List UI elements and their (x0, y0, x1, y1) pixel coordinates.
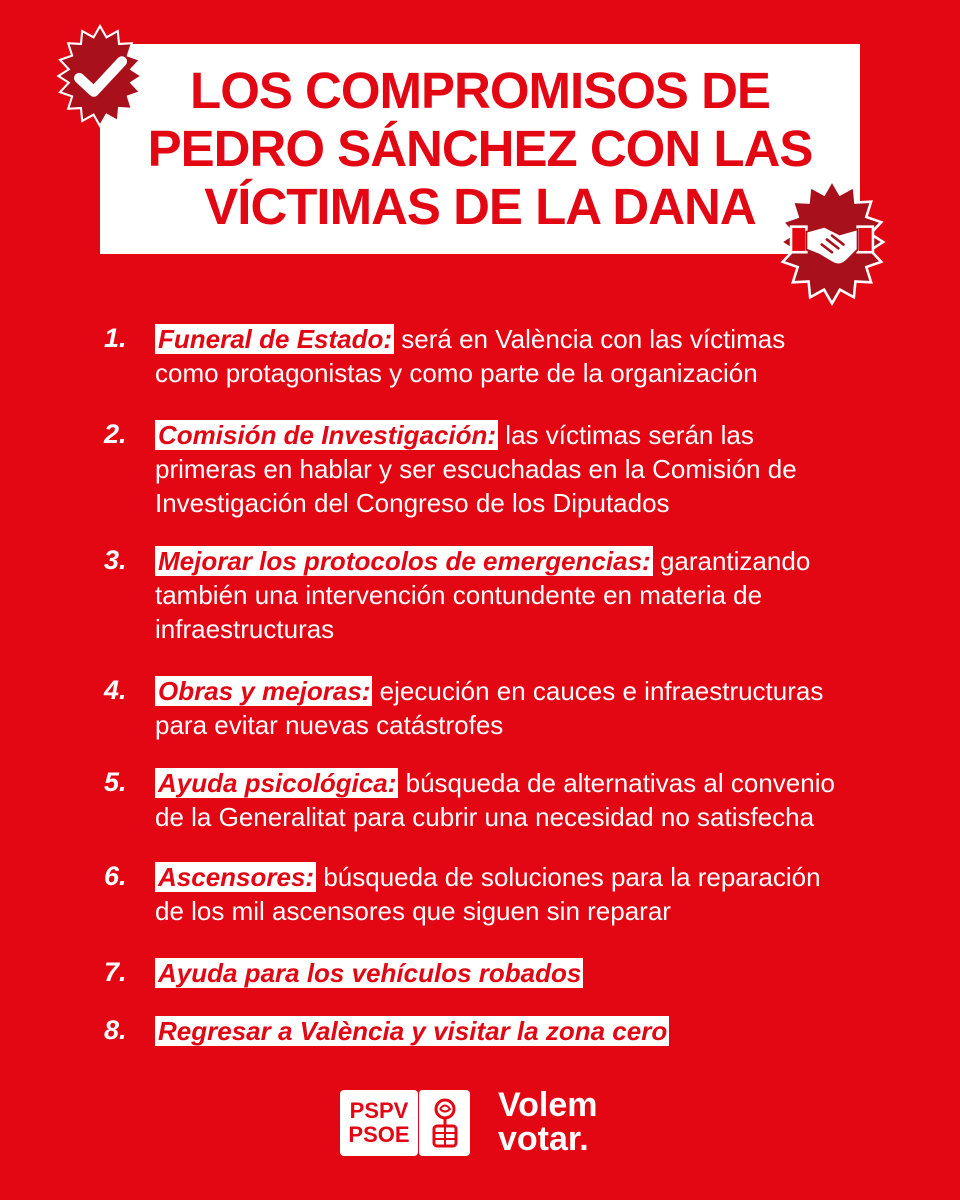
item-number: 1. (104, 323, 127, 353)
item-text: ejecución en cauces e infraestructuras (379, 676, 824, 706)
item-number: 6. (104, 861, 127, 891)
item-text: infraestructuras (155, 614, 335, 644)
logo-text-top: PSPV (349, 1098, 409, 1123)
slogan (498, 1088, 598, 1156)
item-text: como protagonistas y como parte de la organización (155, 358, 758, 388)
item-highlight: Ayuda para los vehículos robados (155, 958, 583, 988)
item-highlight: Funeral de Estado: (155, 324, 394, 354)
item-highlight: Comisión de Investigación: (155, 420, 498, 450)
page-title-line-2: PEDRO SÁNCHEZ CON LAS (147, 120, 813, 177)
slogan-line-1: Volem (498, 1086, 598, 1124)
item-highlight: Regresar a València y visitar la zona cero (155, 1016, 669, 1046)
item-text: también una intervención contundente en materia de (155, 580, 763, 610)
item-text: búsqueda de alternativas al convenio (405, 768, 835, 798)
item-number: 8. (104, 1015, 127, 1045)
item-highlight: Obras y mejoras: (155, 676, 372, 706)
page-title-line-3: VÍCTIMAS DE LA DANA (204, 178, 756, 235)
item-highlight: Ascensores: (155, 862, 316, 892)
item-text: será en València con las víctimas (401, 324, 786, 354)
item-text: de la Generalitat para cubrir una necesidad no satisfecha (155, 802, 815, 832)
item-text: búsqueda de soluciones para la reparación (323, 862, 821, 892)
item-number: 2. (104, 419, 127, 449)
logo-text-bottom: PSOE (348, 1122, 410, 1147)
slogan-line-2: votar. (498, 1120, 589, 1158)
item-text: las víctimas serán las (505, 420, 754, 450)
item-highlight: Ayuda psicológica: (155, 768, 398, 798)
page-title-line-1: LOS COMPROMISOS DE (190, 62, 770, 119)
item-text: de los mil ascensores que siguen sin reparar (155, 896, 671, 926)
fist-rose-icon (418, 1090, 470, 1156)
pspv-psoe-logo (340, 1090, 418, 1156)
item-number: 3. (104, 545, 127, 575)
item-text: primeras en hablar y ser escuchadas en la Comisión de (155, 454, 797, 484)
item-number: 5. (104, 767, 127, 797)
item-text: para evitar nuevas catástrofes (155, 710, 504, 740)
item-text: garantizando (659, 546, 811, 576)
item-number: 4. (104, 675, 127, 705)
item-number: 7. (104, 957, 127, 987)
item-text: Investigación del Congreso de los Diputados (155, 488, 670, 518)
item-highlight: Mejorar los protocolos de emergencias: (155, 546, 653, 576)
footer (0, 1086, 960, 1160)
